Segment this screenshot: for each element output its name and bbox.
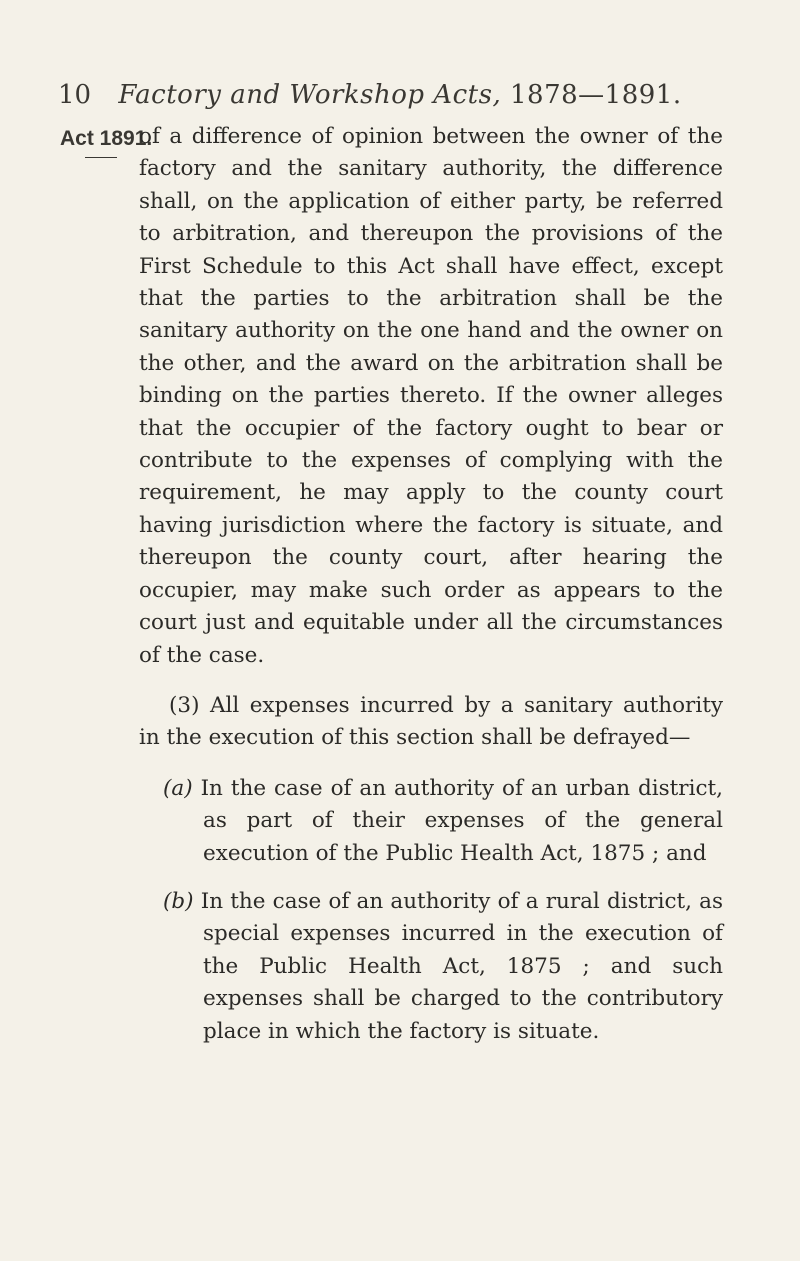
list-item-a (139, 773, 723, 870)
item-b-label: (b) (163, 888, 194, 914)
item-a-label: (a) (163, 775, 193, 801)
margin-rule (85, 157, 117, 158)
margin-note: Act 1891. (60, 127, 153, 150)
paragraph-1: of a difference of opinion between the owner of the factory and the sanitary authority, the difference shall, on the application of either party, be referred to arbitration, and thereupon the provisions of the First Schedule to this Act shall have effect, except that the parties to the arbitration shall be the sanitary authority on the one hand and the owner on the other, and the award on the arbitration shall be binding on the parties thereto. If the owner alleges that the occupier of the factory ought to bear or contribute to the expenses of complying with the requirement, he may apply to the county court having jurisdiction where the factory is situate, and thereupon the county court, after hearing the occupier, may make such order as appears to the court just and equitable under all the circumstances of the case. (139, 124, 723, 668)
body-text (139, 121, 723, 1048)
item-b-text: In the case of an authority of a rural district, as special expenses incurred in the execution of the Public Health Act, 1875 ; and such expenses shall be charged to the contributory place in which the factory is situate. (200, 888, 723, 1044)
running-head (0, 80, 800, 110)
item-a-text: In the case of an authority of an urban district, as part of their expenses of the general execution of the Public Health Act, 1875 ; and (200, 775, 723, 866)
list-item-b (139, 886, 723, 1048)
paragraph-2: (3) All expenses incurred by a sanitary authority in the execution of this section shall be defrayed— (139, 692, 723, 751)
page-number: 10 (58, 80, 92, 110)
running-head-title: Factory and Workshop Acts, (118, 80, 502, 110)
running-head-years: 1878—1891. (509, 80, 682, 110)
